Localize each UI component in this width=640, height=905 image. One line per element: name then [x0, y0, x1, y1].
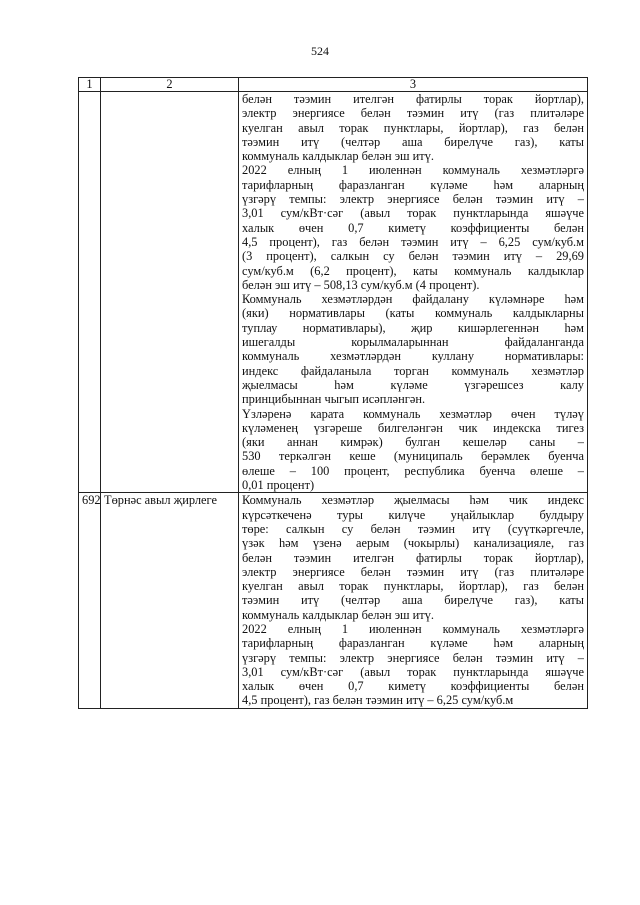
description-paragraph: [242, 622, 584, 708]
text-line: коммуналь калдыклар белән эш итү.: [242, 149, 434, 164]
text-line: куелган авыл торак пунктлары, йортлар), газ белән: [242, 120, 584, 135]
table-row: [79, 92, 588, 493]
text-line: Коммуналь хезмәтләр җыелмасы һәм чик индекс: [242, 493, 584, 508]
text-line: күләменең үзгәреше билгеләнгән чик индекска тигез: [242, 420, 584, 435]
text-line: җыелмасы һәм күләме үзгәрешсез калу: [242, 377, 584, 392]
description-paragraph: [242, 407, 584, 493]
text-line: 530 теркәлгән кеше (муниципаль берәмлек буенча: [242, 449, 584, 464]
column-header-1: 1: [79, 78, 101, 92]
page-number: 524: [311, 44, 329, 58]
row-number: [79, 92, 101, 493]
text-line: тәэмин итү (челтәр аша бирелүче газ), каты: [242, 134, 584, 149]
text-line: 2022 елның 1 июленнән коммуналь хезмәтләргә: [242, 621, 584, 636]
text-line: белән тәэмин ителгән фатирлы торак йортлар),: [242, 550, 584, 565]
description-paragraph: [242, 163, 584, 292]
column-header-3: 3: [239, 78, 588, 92]
data-table: [78, 77, 588, 709]
description-paragraph: [242, 292, 584, 406]
text-line: күрсәткеченә туры килүче уңайлыклар булдыру: [242, 507, 584, 522]
text-line: Үзләренә карата коммуналь хезмәтләр өчен түләү: [242, 406, 584, 421]
text-line: халык өчен 0,7 киметү коэффициенты белән: [242, 679, 584, 694]
text-line: электр энергиясе белән тәэмин итү (газ плитәләре: [242, 106, 584, 121]
row-number: 692: [79, 493, 101, 708]
text-line: халык өчен 0,7 киметү коэффициенты белән: [242, 220, 584, 235]
text-line: үзәк һәм үзенә аерым (чокырлы) канализацияле, газ: [242, 536, 584, 551]
text-line: принцибыннан чыгып исәпләнгән.: [242, 392, 426, 407]
text-line: ишегалды корылмаларыннан файдаланганда: [242, 335, 584, 350]
text-line: 4,5 процент), газ белән тәэмин итү – 6,25 сум/куб.м: [242, 693, 514, 708]
text-line: тарифларның фаразланган күләме һәм аларның: [242, 177, 584, 192]
text-line: белән тәэмин ителгән фатирлы торак йортлар),: [242, 92, 584, 106]
text-line: коммуналь хезмәтләрдән куллану нормативлары:: [242, 349, 584, 364]
description-paragraph: [242, 92, 584, 163]
text-line: тәэмин итү (челтәр аша бирелүче газ), каты: [242, 593, 584, 608]
text-line: 3,01 сум/кВт·сәг (авыл торак пунктларында яшәүче: [242, 206, 584, 221]
text-line: төре: салкын су белән тәэмин итү (суүткәргечле,: [242, 521, 584, 536]
text-line: коммуналь калдыклар белән эш итү.: [242, 607, 434, 622]
text-line: (3 процент), салкын су белән тәэмин итү – 29,69: [242, 249, 584, 264]
text-line: тарифларның фаразланган күләме һәм аларның: [242, 636, 584, 651]
text-line: белән эш итү – 508,13 сум/куб.м (4 процент).: [242, 277, 480, 292]
text-line: (яки) нормативлары (каты коммуналь калдыкларны: [242, 306, 584, 321]
text-line: 3,01 сум/кВт·сәг (авыл торак пунктларында яшәүче: [242, 664, 584, 679]
text-line: үзгәрү темпы: электр энергиясе белән тәэмин итү –: [242, 192, 584, 207]
text-line: туплау нормативлары), җир кишәрлегеннән һәм: [242, 320, 584, 335]
text-line: (яки аннан кимрәк) булган кешеләр саны –: [242, 435, 584, 450]
text-line: индекс файдаланыла торган коммуналь хезмәтләр: [242, 363, 584, 378]
text-line: үзгәрү темпы: электр энергиясе белән тәэмин итү –: [242, 650, 584, 665]
text-line: куелган авыл торак пунктлары, йортлар), газ белән: [242, 579, 584, 594]
column-header-2: 2: [101, 78, 239, 92]
text-line: электр энергиясе белән тәэмин итү (газ плитәләре: [242, 564, 584, 579]
text-line: сум/куб.м (6,2 процент), каты коммуналь калдыклар: [242, 263, 584, 278]
text-line: Коммуналь хезмәтләрдән файдалану күләмнәре һәм: [242, 292, 584, 307]
settlement-name: [101, 92, 239, 493]
description-cell: [239, 92, 588, 493]
text-line: 2022 елның 1 июленнән коммуналь хезмәтләргә: [242, 163, 584, 178]
description-paragraph: [242, 493, 584, 622]
text-line: 0,01 процент): [242, 478, 315, 493]
table-row: [79, 493, 588, 708]
text-line: өлеше – 100 процент, республика буенча өлеше –: [242, 463, 584, 478]
description-cell: [239, 493, 588, 708]
settlement-name: Төрнәс авыл җирлеге: [101, 493, 239, 708]
text-line: 4,5 процент), газ белән тәэмин итү – 6,25 сум/куб.м: [242, 234, 584, 249]
table-header-row: [79, 78, 588, 92]
